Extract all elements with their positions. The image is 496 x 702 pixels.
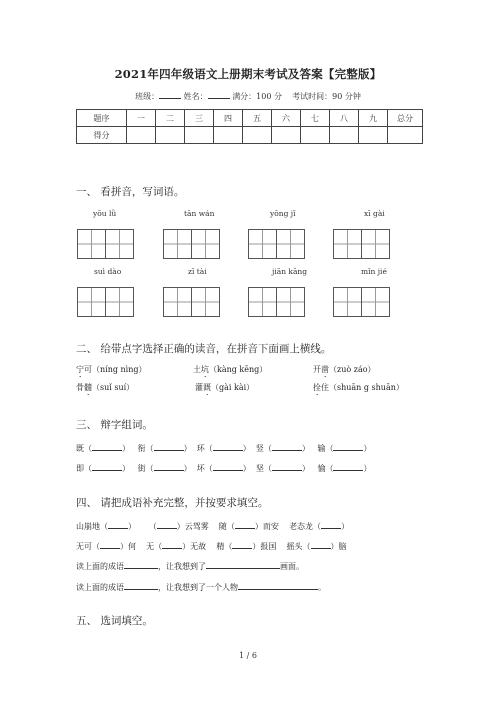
section4-heading: 四、 请把成语补充完整，并按要求填空。	[76, 497, 269, 509]
dotted-char: 溉	[203, 383, 211, 392]
score-table-header-row	[77, 110, 423, 127]
score-label: 满分：100 分	[232, 92, 282, 101]
word-prompt: 衔（	[137, 444, 154, 453]
word-prompt-close: ）	[301, 464, 310, 473]
section5-heading: 五、 选词填空。	[76, 615, 153, 627]
followup-text: 读上面的成语	[76, 562, 124, 571]
idiom-text: ）报国	[252, 542, 277, 551]
grid-cell[interactable]	[362, 288, 389, 316]
score-cell[interactable]	[330, 127, 359, 144]
word-prompt-close: ）	[183, 444, 192, 453]
word-prompt-close: ）	[183, 464, 192, 473]
table-cell: 三	[185, 110, 214, 127]
score-cell[interactable]	[127, 127, 156, 144]
idiom-text: ）	[128, 522, 136, 531]
grid-cell[interactable]	[164, 288, 192, 316]
plain-char: 开	[313, 365, 321, 374]
idiom-text: 无可（	[76, 542, 100, 551]
word-prompt-close: ）	[301, 444, 310, 453]
answer-blank[interactable]	[311, 539, 331, 549]
idiom-text: 老态龙（	[289, 522, 322, 531]
grid-cell[interactable]	[277, 230, 304, 258]
pronunciation-item	[313, 382, 404, 397]
answer-blank[interactable]	[333, 461, 363, 471]
grid-cell[interactable]	[78, 288, 106, 316]
score-cell[interactable]	[359, 127, 388, 144]
table-cell: 五	[243, 110, 272, 127]
answer-blank[interactable]	[235, 519, 255, 529]
grid-cell[interactable]	[277, 288, 304, 316]
answer-blank[interactable]	[124, 559, 158, 569]
table-cell: 二	[156, 110, 185, 127]
answer-blank[interactable]	[100, 539, 120, 549]
pronunciation-item	[76, 364, 147, 379]
word-prompt: 愉（	[317, 464, 334, 473]
grid-cell[interactable]	[106, 230, 133, 258]
pronunciation-item	[195, 382, 254, 397]
followup-text: ，让我想到了	[158, 562, 206, 571]
dotted-char: 宁	[76, 365, 84, 374]
pronunciation-options[interactable]: 住（shuān g shuān）	[321, 383, 404, 392]
writing-grid[interactable]	[248, 287, 305, 317]
idiom-text: ）云驾雾	[176, 522, 209, 531]
word-prompt-close: ）	[242, 464, 251, 473]
idiom-text: 山崩地（	[76, 522, 108, 531]
grid-cell[interactable]	[164, 230, 192, 258]
answer-blank[interactable]	[108, 519, 128, 529]
word-prompt-close: ）	[363, 464, 372, 473]
word-prompt-close: ）	[363, 444, 372, 453]
class-label: 班级：	[135, 92, 160, 101]
idiom-text: 无（	[146, 542, 163, 551]
score-table	[76, 109, 423, 144]
idiom-row	[76, 519, 349, 532]
answer-blank[interactable]	[238, 580, 318, 590]
answer-blank[interactable]	[124, 580, 158, 590]
exam-info	[0, 90, 496, 102]
idiom-text: ）无故	[182, 542, 207, 551]
grid-cell[interactable]	[78, 230, 106, 258]
section3-heading: 三、 辩字组词。	[76, 419, 153, 431]
score-cell[interactable]	[156, 127, 185, 144]
table-cell: 题序	[77, 110, 127, 127]
idiom-text: （	[148, 522, 157, 531]
idiom-followup-line	[76, 580, 326, 593]
table-cell: 得分	[77, 127, 127, 144]
answer-blank[interactable]	[154, 441, 184, 451]
name-blank	[208, 90, 230, 99]
writing-grid[interactable]	[77, 287, 134, 317]
grid-cell[interactable]	[106, 288, 133, 316]
score-cell[interactable]	[301, 127, 330, 144]
idiom-followup-line	[76, 559, 304, 572]
pinyin-label: jiān kāng	[272, 267, 308, 276]
grid-cell[interactable]	[192, 230, 219, 258]
pinyin-label: zī tài	[188, 267, 207, 276]
idiom-text: ）何	[120, 542, 136, 551]
answer-blank[interactable]	[206, 559, 280, 569]
idiom-text: 摇头（	[286, 542, 311, 551]
table-cell: 六	[272, 110, 301, 127]
grid-cell[interactable]	[334, 230, 362, 258]
followup-text: 读上面的成语	[76, 583, 124, 592]
word-prompt: 街（	[137, 464, 154, 473]
followup-text: 。	[318, 583, 326, 592]
writing-grid[interactable]	[77, 229, 134, 259]
answer-blank[interactable]	[162, 539, 182, 549]
word-prompt: 竖（	[255, 444, 272, 453]
grid-cell[interactable]	[192, 288, 219, 316]
table-cell: 一	[127, 110, 156, 127]
answer-blank[interactable]	[154, 461, 184, 471]
word-prompt: 坏（	[196, 464, 213, 473]
answer-blank[interactable]	[213, 461, 243, 471]
word-prompt-close: ）	[122, 444, 130, 453]
answer-blank[interactable]	[333, 441, 363, 451]
dotted-char: 坑	[201, 365, 209, 374]
table-cell: 九	[359, 110, 388, 127]
plain-char: 骨	[76, 383, 84, 392]
document-title: 2021年四年级语文上册期末考试及答案【完整版】	[114, 67, 382, 81]
answer-blank[interactable]	[272, 441, 302, 451]
table-cell: 总分	[388, 110, 423, 127]
pronunciation-options[interactable]: （kàng kēng）	[209, 365, 268, 374]
section1-heading: 一、 看拼音，写词语。	[76, 186, 185, 198]
dotted-char: 凿	[321, 365, 329, 374]
pinyin-label: tān wán	[184, 209, 215, 218]
score-cell[interactable]	[272, 127, 301, 144]
grid-cell[interactable]	[334, 288, 362, 316]
pronunciation-options[interactable]: （zuò záo）	[329, 365, 376, 374]
idiom-text: 随（	[218, 522, 235, 531]
word-prompt: 环（	[196, 444, 213, 453]
answer-blank[interactable]	[272, 461, 302, 471]
followup-text: ，让我想到了一个人物	[158, 583, 238, 592]
section2-heading: 二、 给带点字选择正确的读音，在拼音下面画上横线。	[76, 343, 332, 355]
score-cell[interactable]	[214, 127, 243, 144]
answer-blank[interactable]	[92, 441, 122, 451]
followup-text: 画面。	[280, 562, 304, 571]
writing-grid[interactable]	[248, 229, 305, 259]
idiom-row	[76, 539, 347, 552]
word-prompt: 输（	[317, 444, 334, 453]
writing-grid[interactable]	[333, 287, 390, 317]
answer-blank[interactable]	[92, 461, 122, 471]
grid-cell[interactable]	[249, 230, 277, 258]
class-blank	[159, 90, 181, 99]
pinyin-label: mǐn jié	[361, 267, 387, 276]
answer-blank[interactable]	[321, 519, 341, 529]
writing-grid[interactable]	[333, 229, 390, 259]
pinyin-label: yōu lǜ	[93, 209, 117, 218]
word-prompt-close: ）	[122, 464, 130, 473]
answer-blank[interactable]	[232, 539, 252, 549]
table-cell: 七	[301, 110, 330, 127]
grid-cell[interactable]	[362, 230, 389, 258]
score-cell[interactable]	[185, 127, 214, 144]
plain-char: 土	[193, 365, 201, 374]
word-prompt: 既（	[76, 444, 92, 453]
pinyin-label: suì dào	[94, 267, 122, 276]
pronunciation-options[interactable]: （suǐ suí）	[92, 383, 135, 392]
pronunciation-item	[76, 382, 134, 397]
word-prompt: 坚（	[255, 464, 272, 473]
pinyin-label: xī gài	[364, 209, 385, 218]
page-number: 1 / 6	[239, 651, 257, 660]
pronunciation-options[interactable]: 可（níng nìng）	[84, 365, 147, 374]
word-prompt: 即（	[76, 464, 92, 473]
score-cell[interactable]	[243, 127, 272, 144]
writing-grid[interactable]	[163, 229, 220, 259]
word-group-row	[76, 441, 371, 454]
idiom-text: ）	[341, 522, 350, 531]
answer-blank[interactable]	[157, 519, 177, 529]
idiom-text: ）而安	[254, 522, 279, 531]
pronunciation-item	[193, 364, 267, 379]
writing-grid[interactable]	[163, 287, 220, 317]
grid-cell[interactable]	[249, 288, 277, 316]
word-group-row	[76, 461, 371, 474]
word-prompt-close: ）	[242, 444, 251, 453]
score-table-score-row	[77, 127, 423, 144]
time-label: 考试时间：90 分钟	[292, 92, 361, 101]
pronunciation-item	[313, 364, 376, 379]
dotted-char: 拴	[313, 383, 321, 392]
plain-char: 灌	[195, 383, 203, 392]
score-cell[interactable]	[388, 127, 423, 144]
pinyin-label: yōng jǐ	[270, 209, 296, 218]
table-cell: 四	[214, 110, 243, 127]
dotted-char: 髓	[84, 383, 92, 392]
table-cell: 八	[330, 110, 359, 127]
idiom-text: ）脑	[330, 542, 347, 551]
idiom-text: 精（	[216, 542, 233, 551]
pronunciation-options[interactable]: （gài kài）	[211, 383, 255, 392]
answer-blank[interactable]	[213, 441, 243, 451]
name-label: 姓名：	[183, 92, 208, 101]
